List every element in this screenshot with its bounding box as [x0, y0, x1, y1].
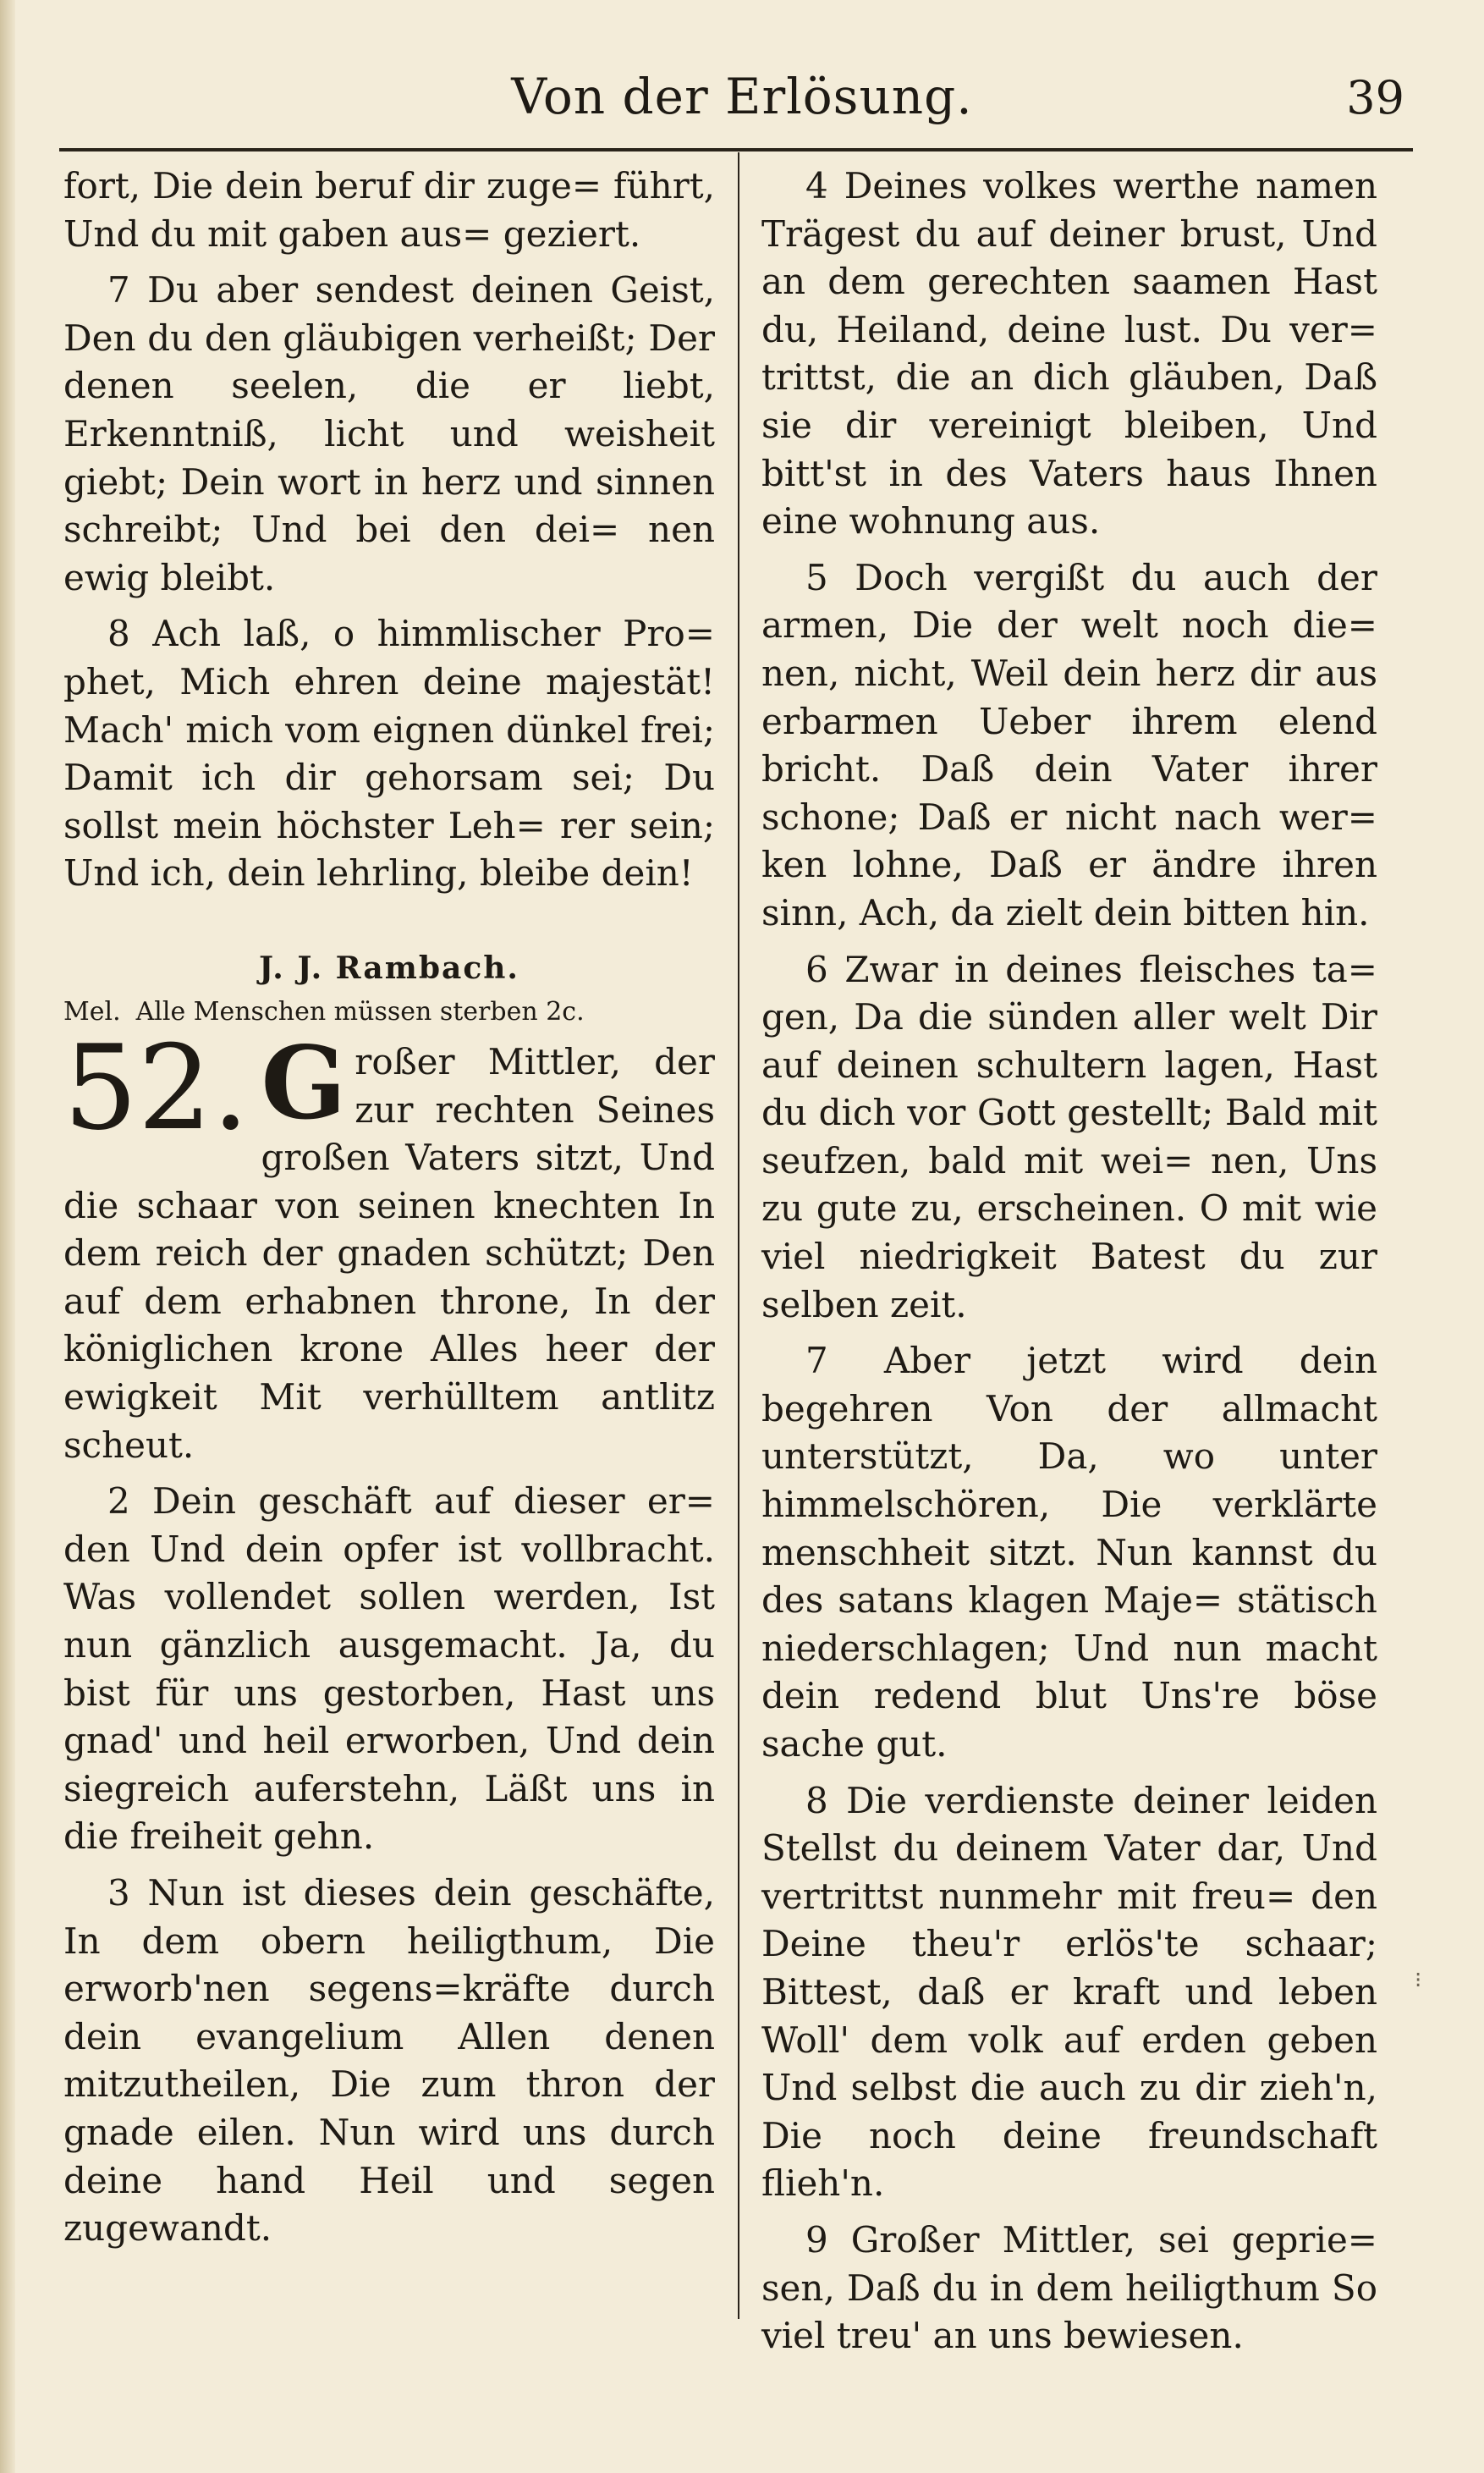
right-column	[761, 162, 1377, 2369]
drop-cap-initial: G	[261, 1023, 347, 1142]
hymn-52-stanza-4: 4 Deines volkes werthe namen Trägest du auf deiner brust, Und an dem gerechten saamen Hast du, Heiland, deine lust. Du ver= trittst, die an dich gläuben, Daß sie dir vereinigt bleiben, Und bitt'st in des Vaters haus Ihnen eine wohnung aus.	[761, 165, 1377, 543]
hymn-52-stanza-6: 6 Zwar in deines fleisches ta= gen, Da die sünden aller welt Dir auf deinen schultern lagen, Hast du dich vor Gott gestellt; Bald mit seufzen, bald mit wei= nen, Uns zu gute zu, erscheinen. O mit wie viel niedrigkeit Batest du zur selben zeit.	[761, 948, 1377, 1325]
stanza-8-left: 8 Ach laß, o himmlischer Pro= phet, Mich ehren deine majestät! Mach' mich vom eignen dünkel frei; Damit ich dir gehorsam sei; Du sollst mein höchster Leh= rer sein; Und ich, dein lehrling, bleibe dein!	[63, 613, 715, 895]
hymn-52-stanza-1	[63, 1019, 715, 1469]
hymn-52-stanza-9: 9 Großer Mittler, sei geprie= sen, Daß du in dem heiligthum So viel treu' an uns bewiesen.	[761, 2218, 1377, 2357]
left-column	[63, 162, 715, 2261]
hymn-52-stanza-2: 2 Dein geschäft auf dieser er= den Und dein opfer ist vollbracht. Was vollendet sollen werden, Ist nun gänzlich ausgemacht. Ja, du bist für uns gestorben, Hast uns gnad' und heil erworben, Und dein siegreich auferstehn, Läßt uns in die freiheit gehn.	[63, 1480, 715, 1858]
stanza-7-left: 7 Du aber sendest deinen Geist, Den du den gläubigen verheißt; Der denen seelen, die er liebt, Erkenntniß, licht und weisheit giebt; Dein wort in herz und sinnen schreibt; Und bei den dei= nen ewig bleibt.	[63, 269, 715, 598]
page-binding-edge	[0, 0, 15, 2473]
page-number: 39	[1346, 71, 1404, 124]
hymn-52-stanza-5: 5 Doch vergißt du auch der armen, Die der welt noch die= nen, nicht, Weil dein herz dir aus erbarmen Ueber ihrem elend bricht. Daß dein Vater ihrer schone; Daß er nicht nach wer= ken lohne, Daß er ändre ihren sinn, Ach, da zielt dein bitten hin.	[761, 556, 1377, 934]
hymn-melody	[63, 994, 715, 1030]
hymn-52-stanza-8: 8 Die verdienste deiner leiden Stellst du deinem Vater dar, Und vertrittst nunmehr mit freu= den Deine theu'r erlös'te schaar; Bittest, daß er kraft und leben Woll' dem volk auf erden geben Und selbst die auch zu dir zieh'n, Die noch deine freundschaft flieh'n.	[761, 1779, 1377, 2205]
melody-label: Mel.	[63, 996, 121, 1027]
hymn-number: 52.	[63, 1019, 250, 1156]
stanza-continuation: fort, Die dein beruf dir zuge= führt, Und du mit gaben aus= geziert.	[63, 165, 715, 255]
margin-speck: ⁝	[1415, 1968, 1422, 1993]
stanza-1-text: roßer Mittler, der zur rechten Seines großen Vaters sitzt, Und die schaar von seinen knechten In dem reich der gnaden schützt; Den auf dem erhabnen throne, In der königlichen krone Alles heer der ewigkeit Mit verhülltem antlitz scheut.	[63, 1040, 715, 1466]
hymn-52-stanza-7: 7 Aber jetzt wird dein begehren Von der allmacht unterstützt, Da, wo unter himmelschören, Die verklärte menschheit sitzt. Nun kannst du des satans klagen Maje= stätisch niederschlagen; Und nun macht dein redend blut Uns're böse sache gut.	[761, 1340, 1377, 1765]
column-divider	[738, 152, 739, 2319]
melody-name: Alle Menschen müssen sterben 2c.	[135, 996, 585, 1027]
running-title: Von der Erlösung.	[511, 68, 973, 125]
header-rule	[59, 148, 1413, 151]
hymn-author: J. J. Rambach.	[259, 950, 519, 986]
hymn-52-stanza-3: 3 Nun ist dieses dein geschäfte, In dem obern heiligthum, Die erworb'nen segens=kräfte durch dein evangelium Allen denen mitzutheilen, Die zum thron der gnade eilen. Nun wird uns durch deine hand Heil und segen zugewandt.	[63, 1872, 715, 2250]
